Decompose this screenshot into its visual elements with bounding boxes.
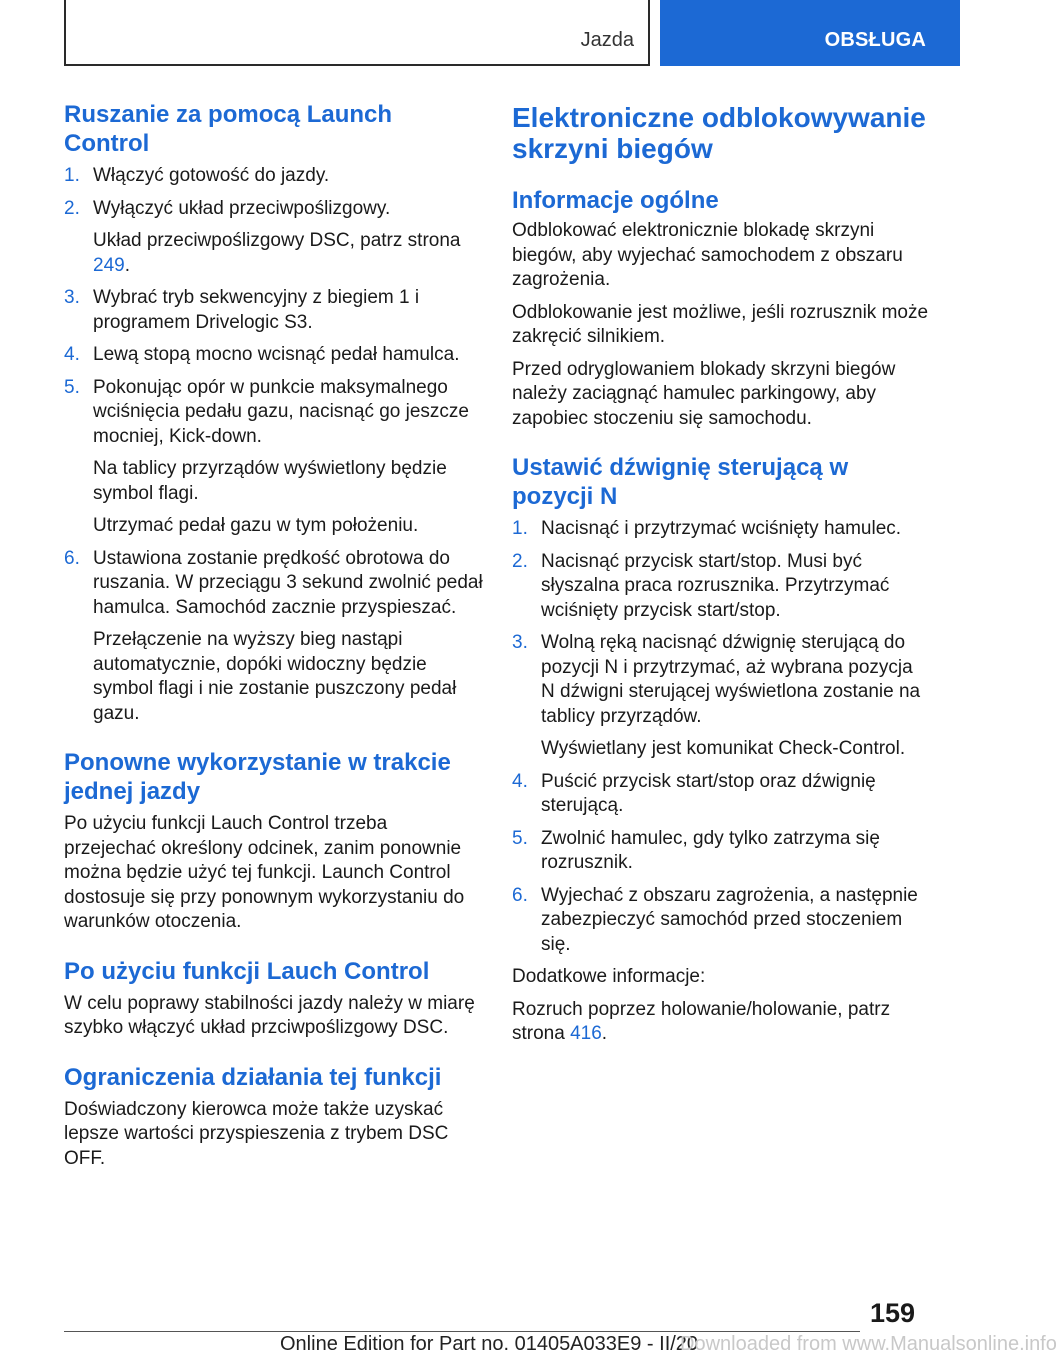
list-item-note: Wyświetlany jest komunikat Check-Control. [541,738,906,759]
lever-n-steps [512,517,930,957]
list-item-note: Przełączenie na wyższy bieg nastąpi automatycznie, dopóki widoczny będzie symbol flagi i nie zostanie puszczony pedał gazu. [93,629,457,724]
left-column [64,100,484,1171]
page-link-249[interactable]: 249 [93,254,125,276]
list-item: 1. Nacisnąć i przytrzymać wciśnięty hamulec. [512,518,902,539]
paragraph: Odblokowanie jest możliwe, jeśli rozrusznik może zakręcić silnikiem. [512,301,929,347]
section-title-lever-n: Ustawić dźwignię sterującą w pozycji N [512,454,849,510]
right-column [512,100,930,1047]
list-item-note: Na tablicy przyrządów wyświetlony będzie symbol flagi. [93,458,447,504]
paragraph: Rozruch poprzez holowanie/holowanie, patrz strona 416. [512,998,891,1044]
list-item: 5. Pokonując opór w punkcie maksymalnego wciśnięcia pedału gazu, nacisnąć go jeszcze mocniej, Kick-down. Na tablicy przyrządów wyświetlony będzie symbol flagi. Utrzymać pedał gazu w tym położeniu. [64,376,484,539]
paragraph: Dodatkowe informacje: [512,966,706,987]
header-section-tab [660,0,960,66]
list-item: 6. Ustawiona zostanie prędkość obrotowa do ruszania. W przeciągu 3 sekund zwolnić pedał hamulca. Samochód zacznie przyspieszać. Przełączenie na wyższy bieg nastąpi automatycznie, dopóki widoczny będzie symbol flagi i nie zostanie puszczony pedał gazu. [64,547,484,727]
list-item: 5. Zwolnić hamulec, gdy tylko zatrzyma się rozrusznik. [512,827,880,873]
header-section-label: OBSŁUGA [824,29,926,51]
list-item: 6. Wyjechać z obszaru zagrożenia, a następnie zabezpieczyć samochód przed stoczeniem się. [512,884,918,955]
launch-control-steps [64,164,484,726]
list-item: 4. Puścić przycisk start/stop oraz dźwignię sterującą. [512,770,876,816]
section-title-limitations: Ograniczenia działania tej funkcji [64,1063,442,1091]
page-link-416[interactable]: 416 [570,1023,602,1044]
footer-divider [64,1331,860,1332]
section-title-general-info: Informacje ogólne [512,187,719,214]
paragraph: Doświadczony kierowca może także uzyskać lepsze wartości przyspieszenia z trybem DSC OFF. [64,1098,449,1169]
paragraph: Odblokować elektronicznie blokadę skrzyni biegów, aby wyjechać samochodem z obszaru zagrożenia. [512,220,903,290]
footer-watermark: Downloaded from www.Manualsonline.info [680,1333,1057,1355]
section-title-launch-control: Ruszanie za pomocą Launch Control [64,101,393,157]
list-item: 1. Włączyć gotowość do jazdy. [64,165,330,186]
header-chapter-label: Jazda [580,29,634,51]
list-item-note: Utrzymać pedał gazu w tym położeniu. [93,515,419,536]
page-number: 159 [870,1298,916,1328]
footer-edition: Online Edition for Part no. 01405A033E9 - II/20 [280,1333,699,1355]
section-title-after-use: Po użyciu funkcji Lauch Control [64,957,430,985]
list-item-note: Układ przeciwpoślizgowy DSC, patrz strona 249. [93,230,461,276]
list-item: 2. Wyłączyć układ przeciwpoślizgowy. Układ przeciwpoślizgowy DSC, patrz strona 249. [64,197,484,279]
list-item: 3. Wybrać tryb sekwencyjny z biegiem 1 i programem Drivelogic S3. [64,287,420,333]
paragraph: Po użyciu funkcji Lauch Control trzeba przejechać określony odcinek, zanim ponownie można będzie użyć tej funkcji. Launch Control dostosuje się przy ponownym wykorzystaniu do warunków otoczenia. [64,813,465,932]
list-item: 3. Wolną ręką nacisnąć dźwignię sterującą do pozycji N i przytrzymać, aż wybrana pozycja N dźwigni sterującej wyświetlona zostanie na tablicy przyrządów. Wyświetlany jest komunikat Check-Control. [512,631,930,762]
paragraph: Przed odryglowaniem blokady skrzyni biegów należy zaciągnąć hamulec parkingowy, aby zapobiec stoczeniu się samochodu. [512,358,896,429]
main-title-gearbox-release: Elektroniczne odblokowywanie skrzyni biegów [512,102,926,164]
list-item: 4. Lewą stopą mocno wcisnąć pedał hamulca. [64,344,460,365]
paragraph: W celu poprawy stabilności jazdy należy w miarę szybko włączyć układ przciwpoślizgowy DSC. [64,992,475,1038]
list-item: 2. Nacisnąć przycisk start/stop. Musi być słyszalna praca rozrusznika. Przytrzymać wciśnięty przycisk start/stop. [512,550,890,621]
header-chapter-box [64,0,650,66]
section-title-reuse: Ponowne wykorzystanie w trakcie jednej jazdy [64,749,451,805]
